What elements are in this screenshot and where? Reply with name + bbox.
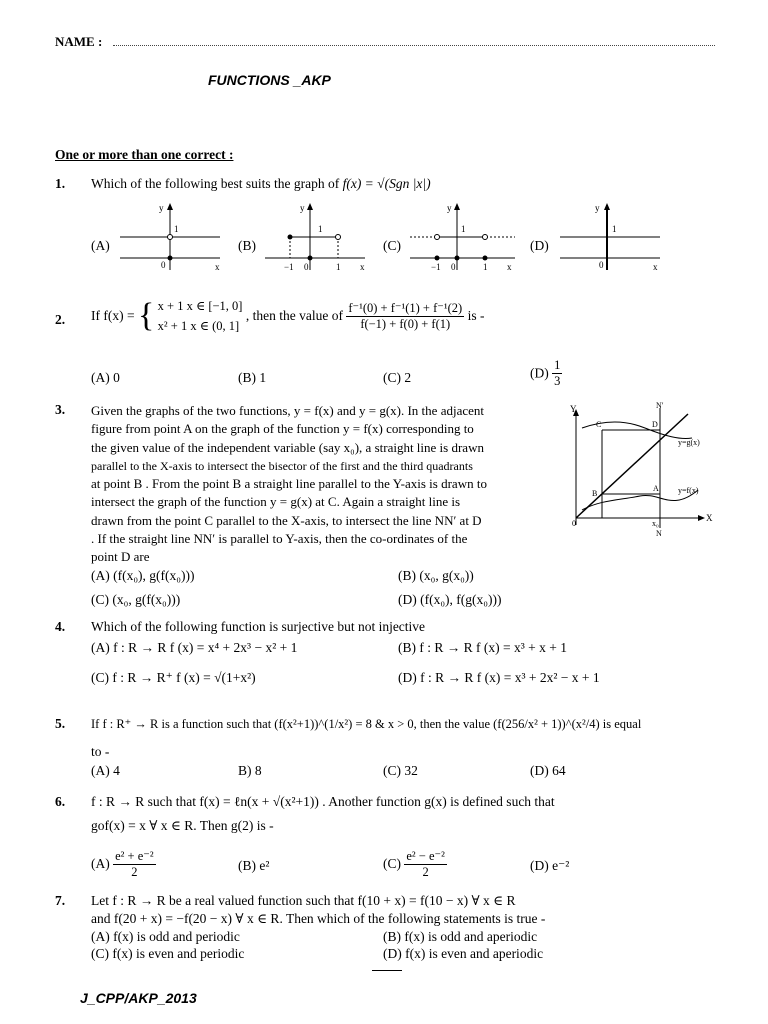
q6-option-b: (B) e² bbox=[238, 858, 270, 873]
q6-option-a bbox=[91, 848, 156, 880]
q1a-one: 1 bbox=[174, 224, 179, 234]
q2-option-d-fraction bbox=[552, 358, 562, 389]
q1-graph-a bbox=[115, 200, 225, 275]
q1-option-d: (D) bbox=[530, 238, 549, 253]
q2-d-num: 1 bbox=[554, 358, 561, 372]
q1-graph-b bbox=[260, 200, 370, 275]
q4-option-c: (C) f : R → R⁺ f (x) = √(1+x²) bbox=[91, 670, 256, 685]
q3-line-2: figure from point A on the graph of the function y = f(x) corresponding to bbox=[91, 421, 474, 437]
q1b-one-x: 1 bbox=[336, 262, 341, 272]
q3-fig-x0: x₀ bbox=[652, 519, 659, 528]
q2-option-a: (A) 0 bbox=[91, 370, 120, 385]
section-heading: One or more than one correct : bbox=[55, 147, 234, 162]
q1d-x-label: x bbox=[653, 262, 658, 272]
q4-text: Which of the following function is surjective but not injective bbox=[91, 619, 426, 634]
q5-number: 5. bbox=[55, 716, 66, 731]
q1-formula: f(x) = √(Sgn |x|) bbox=[342, 176, 431, 191]
q7-option-d: (D) f(x) is even and aperiodic bbox=[383, 946, 544, 961]
q3-line-4: parallel to the X-axis to intersect the bisector of the first and the third quadrants bbox=[91, 458, 473, 473]
q1-graph-d bbox=[555, 200, 665, 275]
q3-fig-N-bottom: N bbox=[656, 529, 662, 538]
q3-number: 3. bbox=[55, 402, 66, 417]
q3-fig-g-label: y=g(x) bbox=[678, 438, 700, 447]
q6-a-den: 2 bbox=[131, 865, 138, 879]
q1-graph-c bbox=[405, 200, 520, 275]
q5-cont: to - bbox=[91, 744, 110, 759]
q3-fig-A: A bbox=[653, 484, 659, 493]
q3-fig-N-top: N′ bbox=[656, 401, 664, 410]
q6-text: f : R → R such that f(x) = ℓn(x + √(x²+1)) . Another function g(x) is defined such that bbox=[91, 794, 555, 809]
q1a-y-label: y bbox=[159, 203, 164, 213]
q3-option-c: (C) (x₀, g(f(x₀))) bbox=[91, 592, 181, 607]
q1c-x-label: x bbox=[507, 262, 512, 272]
q7-line-2: and f(20 + x) = −f(20 − x) ∀ x ∈ R. Then which of the following statements is true - bbox=[91, 911, 546, 926]
q2-piece-2: x² + 1 x ∈ (0, 1] bbox=[157, 319, 240, 333]
q3-option-b: (B) (x₀, g(x₀)) bbox=[398, 568, 474, 583]
q3-text bbox=[91, 402, 551, 567]
q2-pieces bbox=[158, 296, 243, 336]
q5-option-c: (C) 32 bbox=[383, 763, 418, 778]
footer-code: J_CPP/AKP_2013 bbox=[80, 990, 197, 1006]
q6-a-num: e² + e⁻² bbox=[115, 849, 154, 863]
q2-end: is - bbox=[467, 308, 485, 323]
q6-c-num: e² − e⁻² bbox=[406, 849, 445, 863]
q1b-minus-one: −1 bbox=[284, 262, 294, 272]
q2-numerator: f⁻¹(0) + f⁻¹(1) + f⁻¹(2) bbox=[348, 301, 463, 315]
q1-number: 1. bbox=[55, 176, 66, 191]
q6-option-c bbox=[383, 848, 447, 880]
q7-option-a: (A) f(x) is odd and periodic bbox=[91, 929, 240, 944]
q6-number: 6. bbox=[55, 794, 66, 809]
q3-fig-D: D bbox=[652, 420, 658, 429]
q3-line-6: intersect the graph of the function y = g(x) at C. Again a straight line is bbox=[91, 494, 461, 510]
q1b-one: 1 bbox=[318, 224, 323, 234]
q2-piece-1: x + 1 x ∈ [−1, 0] bbox=[157, 299, 243, 313]
q7-option-b: (B) f(x) is odd and aperiodic bbox=[383, 929, 538, 944]
q3-line-7: drawn from the point C parallel to the X-axis, to intersect the line NN′ at D bbox=[91, 512, 482, 528]
q4-option-d: (D) f : R → R f (x) = x³ + 2x² − x + 1 bbox=[398, 670, 600, 685]
q2-if: If f(x) = bbox=[91, 308, 135, 323]
q1d-one: 1 bbox=[612, 224, 617, 234]
q7-line-1: Let f : R → R be a real valued function such that f(10 + x) = f(10 − x) ∀ x ∈ R bbox=[91, 893, 516, 908]
page-divider bbox=[372, 970, 402, 971]
q1-question: Which of the following best suits the graph of bbox=[91, 176, 340, 191]
q2-option-c: (C) 2 bbox=[383, 370, 412, 385]
q2-fraction bbox=[346, 300, 464, 332]
q3-fig-C: C bbox=[596, 420, 602, 429]
q3-option-a: (A) (f(x₀), g(f(x₀))) bbox=[91, 568, 195, 583]
q2-option-d bbox=[530, 358, 562, 389]
q1-option-b: (B) bbox=[238, 238, 256, 253]
q3-line-1: Given the graphs of the two functions, y = f(x) and y = g(x). In the adjacent bbox=[91, 403, 484, 418]
q3-fig-B: B bbox=[592, 489, 598, 498]
q1b-y-label: y bbox=[300, 203, 305, 213]
q1c-y-label: y bbox=[447, 203, 452, 213]
q2-option-b: (B) 1 bbox=[238, 370, 267, 385]
q1a-x-label: x bbox=[215, 262, 220, 272]
q5-option-a: (A) 4 bbox=[91, 763, 120, 778]
q3-fig-X: X bbox=[706, 513, 713, 523]
q6-option-a-fraction bbox=[113, 848, 156, 880]
q3-line-5: at point B . From the point B a straight line parallel to the Y-axis is drawn to bbox=[91, 476, 487, 492]
name-field bbox=[55, 34, 715, 52]
q1a-zero: 0 bbox=[161, 260, 166, 270]
q2-option-d-label: (D) bbox=[530, 365, 549, 381]
q6-c-den: 2 bbox=[422, 865, 429, 879]
q1-text bbox=[91, 176, 431, 192]
q5-text: If f : R⁺ → R is a function such that (f(x²+1))^(1/x²) = 8 & x > 0, then the value (f(256/x² + 1))^(x²/4) is equal bbox=[91, 717, 642, 731]
q1c-minus-one: −1 bbox=[431, 262, 441, 272]
q5-option-d: (D) 64 bbox=[530, 763, 566, 778]
q2-denominator: f(−1) + f(0) + f(1) bbox=[360, 317, 451, 331]
q6-option-c-fraction bbox=[404, 848, 447, 880]
q2-text bbox=[91, 296, 484, 336]
q3-line-8: . If the straight line NN′ is parallel to Y-axis, then the co-ordinates of the bbox=[91, 531, 468, 547]
q7-option-c: (C) f(x) is even and periodic bbox=[91, 946, 245, 961]
q2-d-den: 3 bbox=[554, 374, 561, 388]
q2-mid: , then the value of bbox=[245, 308, 343, 323]
q5-option-b: B) 8 bbox=[238, 763, 262, 778]
q4-number: 4. bbox=[55, 619, 66, 634]
name-dotted-line bbox=[113, 45, 715, 46]
q1d-y-label: y bbox=[595, 203, 600, 213]
q1d-zero: 0 bbox=[599, 260, 604, 270]
q4-option-b: (B) f : R → R f (x) = x³ + x + 1 bbox=[398, 640, 568, 655]
q3-figure bbox=[560, 400, 720, 540]
page-title: FUNCTIONS _AKP bbox=[208, 72, 331, 88]
q2-number: 2. bbox=[55, 312, 66, 327]
q6-option-c-label: (C) bbox=[383, 856, 401, 871]
q3-option-d: (D) (f(x₀), f(g(x₀))) bbox=[398, 592, 502, 607]
q1c-one-x: 1 bbox=[483, 262, 488, 272]
q1c-zero: 0 bbox=[451, 262, 456, 272]
q3-line-9: point D are bbox=[91, 549, 150, 565]
q1b-x-label: x bbox=[360, 262, 365, 272]
q1c-one: 1 bbox=[461, 224, 466, 234]
q4-option-a: (A) f : R → R f (x) = x⁴ + 2x³ − x² + 1 bbox=[91, 640, 298, 655]
q6-cont: gof(x) = x ∀ x ∈ R. Then g(2) is - bbox=[91, 818, 274, 833]
q1-option-c: (C) bbox=[383, 238, 401, 253]
q1-option-a: (A) bbox=[91, 238, 110, 253]
q1b-zero: 0 bbox=[304, 262, 309, 272]
q2-brace: { bbox=[137, 297, 155, 334]
q7-number: 7. bbox=[55, 893, 66, 908]
q6-option-d: (D) e⁻² bbox=[530, 858, 570, 873]
q3-fig-f-label: y=f(x) bbox=[678, 486, 699, 495]
q3-fig-origin: 0 bbox=[572, 519, 576, 528]
q6-option-a-label: (A) bbox=[91, 856, 110, 871]
name-label: NAME : bbox=[55, 34, 103, 49]
q3-line-3: the given value of the independent variable (say x₀), a straight line is drawn bbox=[91, 439, 484, 455]
q3-fig-Y: Y bbox=[570, 404, 577, 414]
